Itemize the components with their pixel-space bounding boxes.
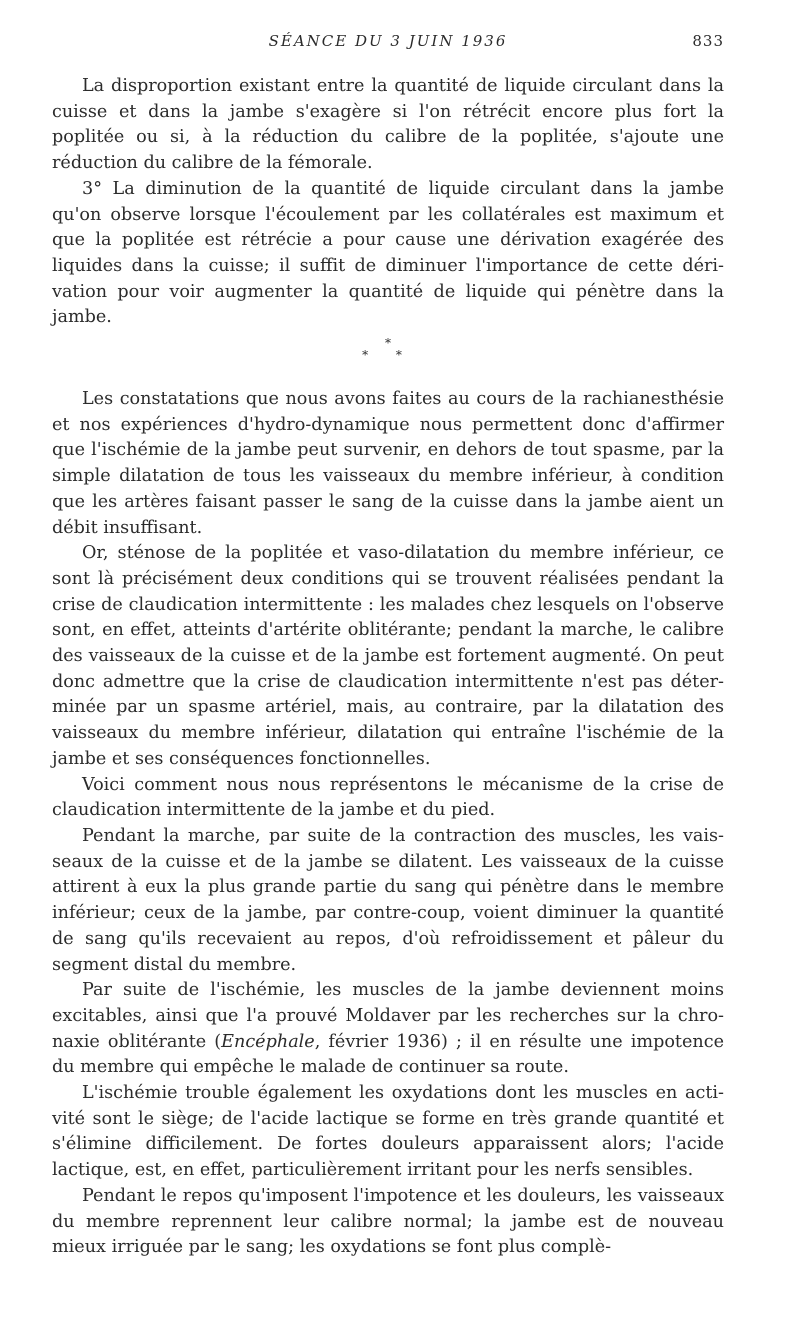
asterism-top: * [385, 336, 391, 351]
section-break-asterism [52, 331, 724, 387]
page-header [52, 32, 724, 56]
paragraph-text: , février 1936) ; il en résulte une impotence du membre qui empêche le malade de continuer sa route. [52, 1031, 724, 1078]
paragraph: La disproportion existant entre la quantité de liquide circulant dans la cuisse et dans la jambe s'exagère si l'on rétrécit encore plus fort la poplitée ou si, à la réduction du calibre de la poplitée, s'ajoute une réduction du calibre de la fémorale. [52, 76, 724, 174]
asterism-bottom: * * [362, 348, 414, 363]
running-title: SÉANCE DU 3 JUIN 1936 [268, 32, 508, 50]
page-number: 833 [692, 32, 724, 50]
journal-title: Encéphale [221, 1031, 315, 1052]
paragraph: 3° La diminution de la quantité de liquide circulant dans la jambe qu'on observe lorsque l'écoulement par les collatérales est maximum et que la poplitée est rétrécie a pour cause une dérivation exagérée des liquides dans la cuisse; il suffit de diminuer l'importance de cette dérivation pour voir augmenter la quantité de liquide qui pénètre dans la jambe. [52, 178, 724, 328]
paragraph-text: Par suite de l'ischémie, les muscles de la jambe deviennent moins excitables, ainsi que l'a prouvé Moldaver par les recherches sur la chronaxie oblitérante ( [52, 980, 724, 1052]
paragraph: L'ischémie trouble également les oxydations dont les muscles en activité sont le siège; de l'acide lactique se forme en très grande quantité et s'élimine difficilement. De fortes douleurs apparaissent alors; l'acide lactique, est, en effet, particulièrement irritant pour les nerfs sensibles. [52, 1083, 724, 1181]
paragraph: Pendant le repos qu'imposent l'impotence et les douleurs, les vaisseaux du membre reprennent leur calibre normal; la jambe est de nouveau mieux irriguée par le sang; les oxydations se font plus complè- [52, 1185, 724, 1258]
body-text [52, 74, 724, 1261]
paragraph [52, 978, 724, 1081]
paragraph: Voici comment nous nous représentons le mécanisme de la crise de claudication intermittente de la jambe et du pied. [52, 774, 724, 821]
paragraph: Les constatations que nous avons faites au cours de la rachianesthésie et nos expériences d'hydro-dynamique nous permettent donc d'affirmer que l'ischémie de la jambe peut survenir, en dehors de tout spasme, par la simple dilatation de tous les vaisseaux du membre inférieur, à condition que les artères faisant passer le sang de la cuisse dans la jambe aient un débit insuffisant. [52, 389, 724, 538]
paragraph: Pendant la marche, par suite de la contraction des muscles, les vaisseaux de la cuisse et de la jambe se dilatent. Les vaisseaux de la cuisse attirent à eux la plus grande partie du sang qui pénètre dans le membre inférieur; ceux de la jambe, par contre-coup, voient diminuer la quantité de sang qu'ils recevaient au repos, d'où refroidissement et pâleur du segment distal du membre. [52, 825, 724, 975]
paragraph: Or, sténose de la poplitée et vaso-dilatation du membre inférieur, ce sont là précisément deux conditions qui se trouvent réalisées pendant la crise de claudication intermittente : les malades chez lesquels on l'observe sont, en effet, atteints d'artérite oblitérante; pendant la marche, le calibre des vaisseaux de la cuisse et de la jambe est fortement augmenté. On peut donc admettre que la crise de claudication intermittente n'est pas déterminée par un spasme artériel, mais, au contraire, par la dilatation des vaisseaux du membre inférieur, dilatation qui entraîne l'ischémie de la jambe et ses conséquences fonctionnelles. [52, 543, 724, 769]
